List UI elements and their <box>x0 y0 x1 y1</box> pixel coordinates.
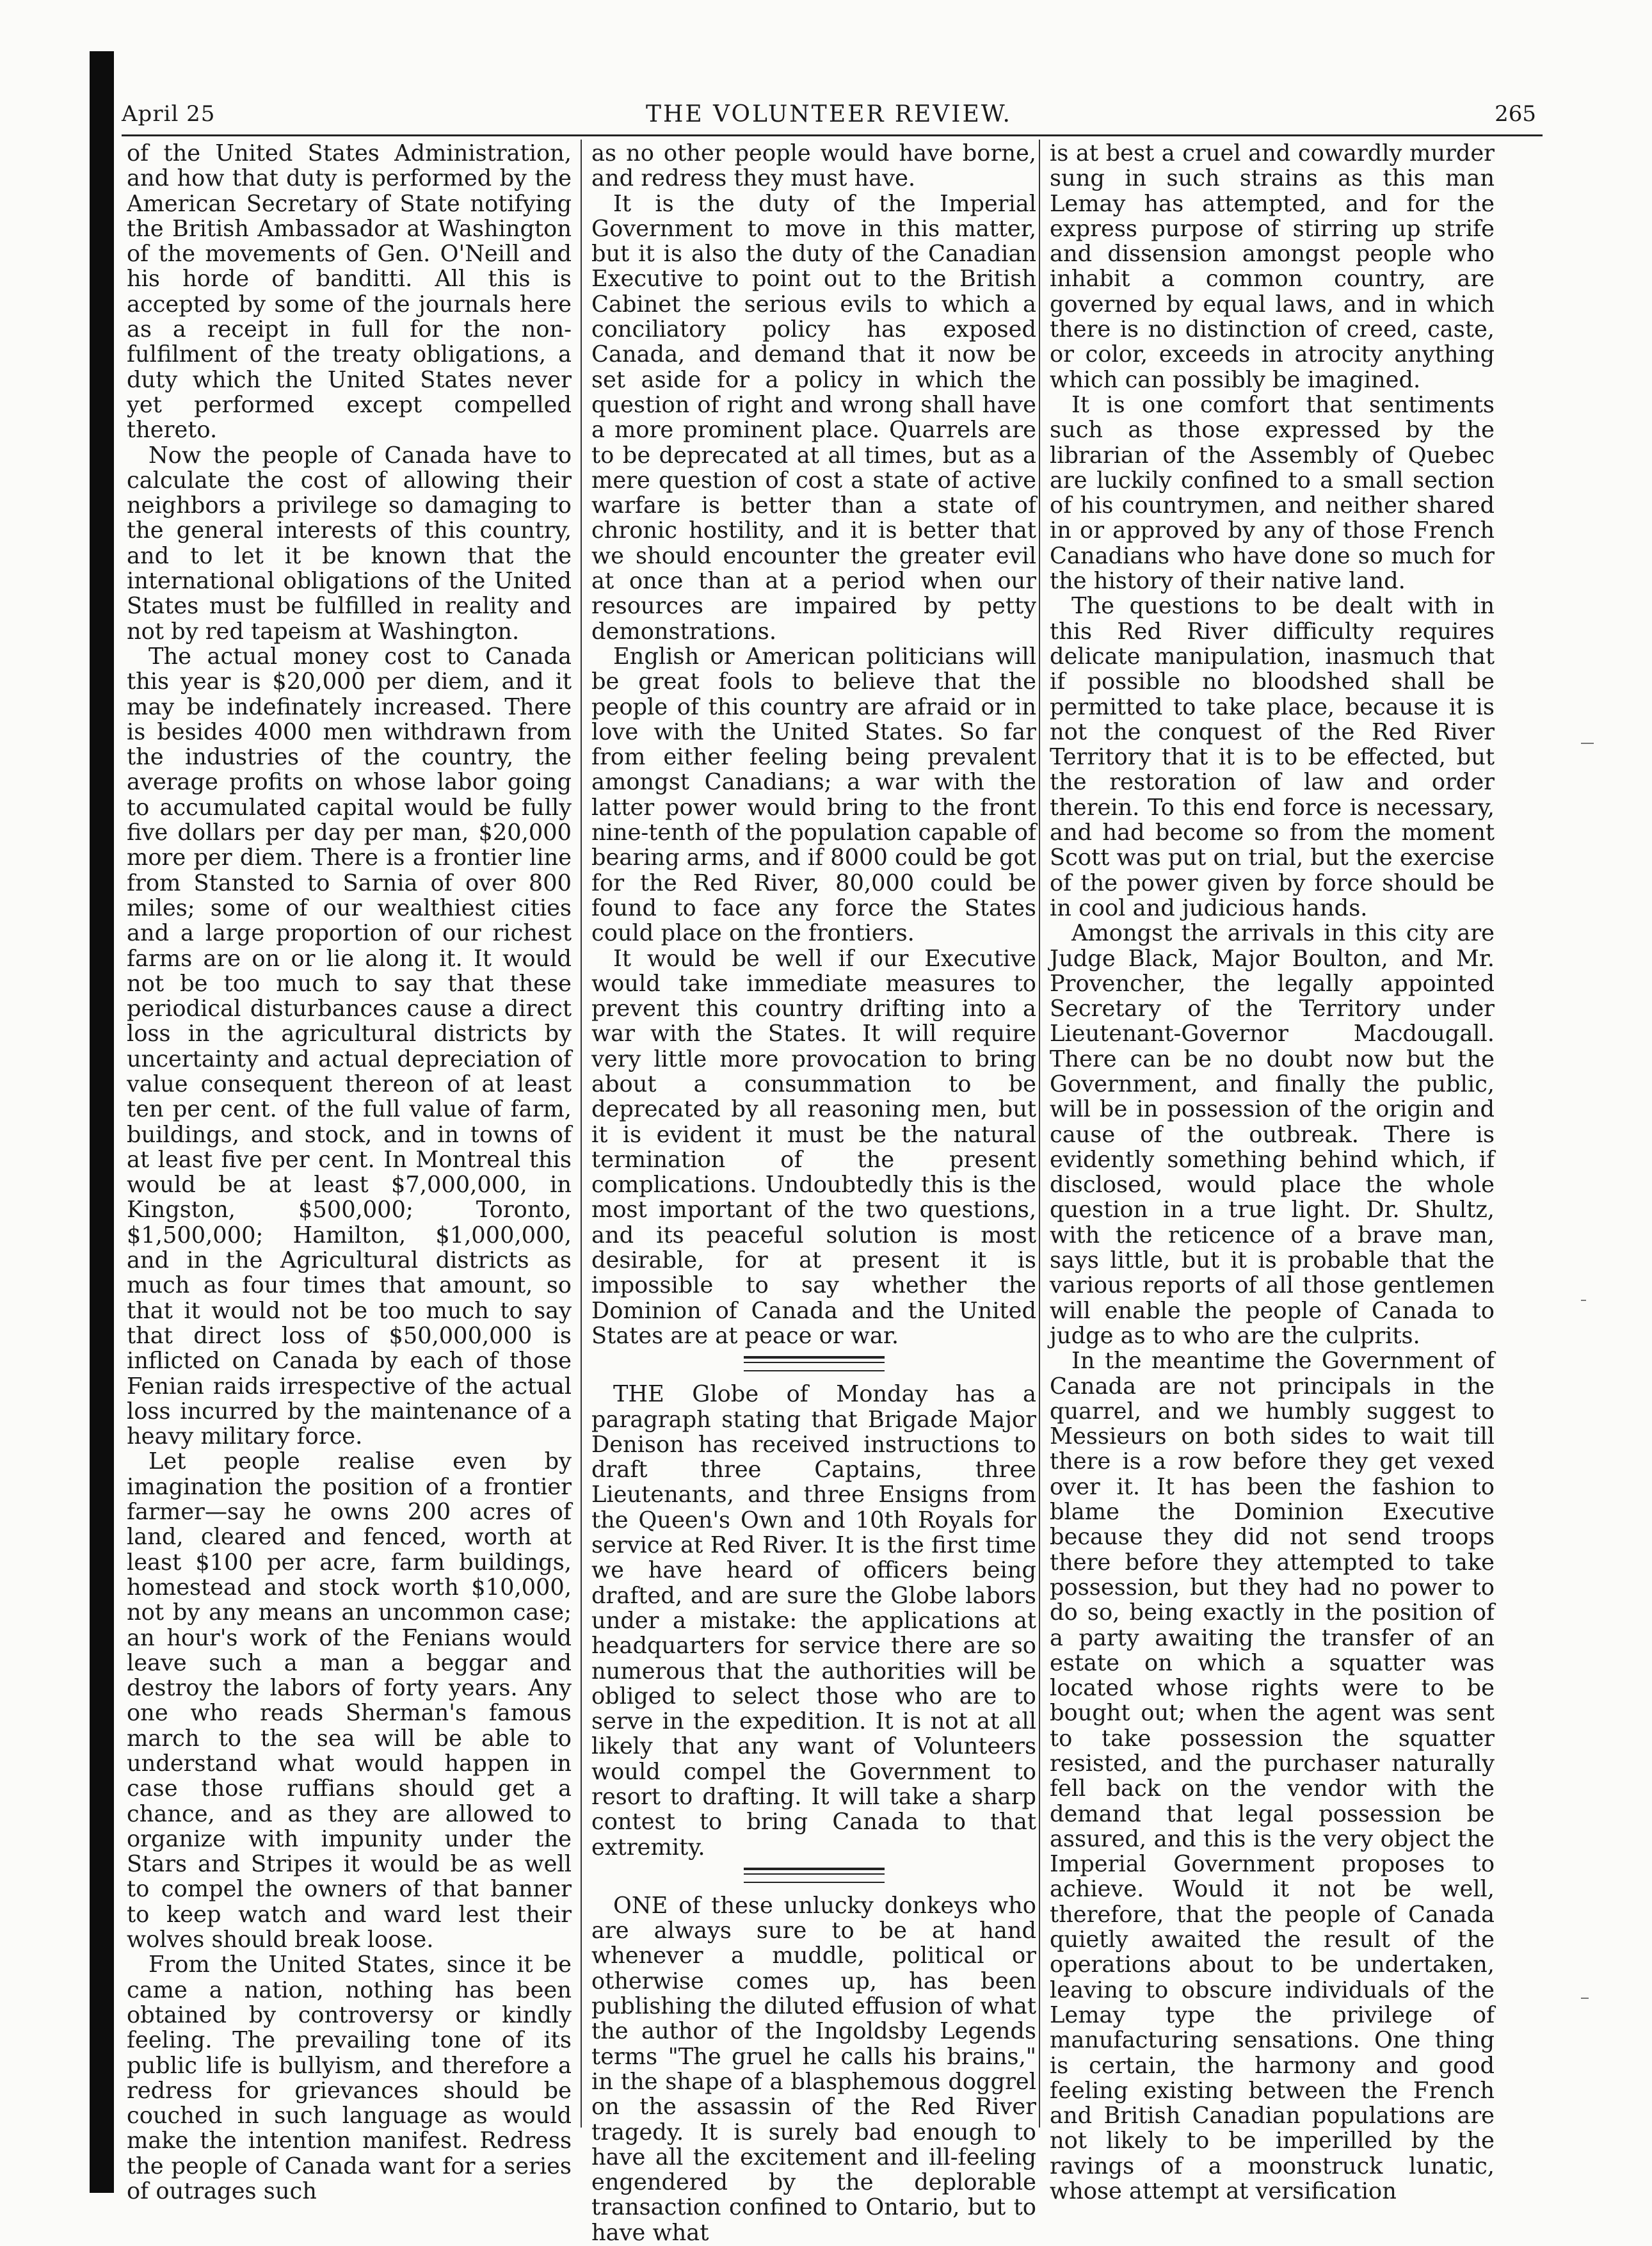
paragraph: The actual money cost to Canada this year is $20,000 per diem, and it may be indefinately increased. There is besides 4000 men withdrawn from the industries of the country, the average profits on whose labor going to accumulated capital would be fully five dollars per day per man, $20,000 more per diem. There is a frontier line from Stansted to Sarnia of over 800 miles; some of our wealthiest cities and a large proportion of our richest farms are on or lie along it. It would not be too much to say that these periodical disturbances cause a direct loss in the agricultural districts by uncertainty and actual depreciation of value consequent thereon of at least ten per cent. of the full value of farm, buildings, and stock, and in towns of at least five per cent. In Montreal this would be at least $7,000,000, in Kingston, $500,000; Toronto, $1,500,000; Hamilton, $1,000,000, and in the Agricultural districts as much as four times that amount, so that it would not be too much to say that direct loss of $50,000,000 is inflicted on Canada by each of those Fenian raids irrespective of the actual loss incurred by the maintenance of a heavy military force. <box>127 643 572 1450</box>
paragraph: The questions to be dealt with in this Red River difficulty requires delicate manipulation, inasmuch that if possible no bloodshed shall be permitted to take place, because it is not the conquest of the Red River Territory that it is to be effected, but the restoration of law and order therein. To this end force is necessary, and had become so from the moment Scott was put on trial, but the exercise of the power given by force should be in cool and judicious hands. <box>1050 593 1495 921</box>
column-divider <box>581 140 582 2128</box>
paragraph: Let people realise even by imagination the position of a frontier farmer—say he owns 200 acres of land, cleared and fenced, worth at least $100 per acre, farm buildings, homestead and stock worth $10,000, not by any means an uncommon case; an hour's work of the Fenians would leave such a man a beggar and destroy the labors of forty years. Any one who reads Sherman's famous march to the sea will be able to understand what would happen in case those ruffians should get a chance, and as they are allowed to organize with impunity under the Stars and Stripes it would be as well to compel the owners of that banner to keep watch and ward lest their wolves should break loose. <box>127 1448 572 1953</box>
scan-speck <box>1581 743 1594 744</box>
paragraph: ONE of these unlucky donkeys who are always sure to be at hand whenever a muddle, political or otherwise comes up, has been publishing the diluted effusion of what the author of the Ingoldsby Legends terms "The gruel he calls his brains," in the shape of a blasphemous doggrel on the assassin of the Red River tragedy. It is surely bad enough to have all the excitement and ill-feeling engendered by the deplorable transaction confined to Ontario, but to have what <box>591 1892 1036 2246</box>
publication-title: THE VOLUNTEER REVIEW. <box>646 101 1012 127</box>
column-1 <box>127 140 572 2205</box>
paragraph: It would be well if our Executive would take immediate measures to prevent this country drifting into a war with the States. It will require very little more provocation to bring about a consummation to be deprecated by all reasoning men, but it is evident it must be the natural termination of the present complications. Undoubtedly this is the most important of the two questions, and its peaceful solution is most desirable, for at present it is impossible to say whether the Dominion of Canada and the United States are at peace or war. <box>591 945 1036 1349</box>
paragraph: From the United States, since it be came a nation, nothing has been obtained by controversy or kindly feeling. The prevailing tone of its public life is bullyism, and therefore a redress for grievances should be couched in such language as would make the intention manifest. Redress the people of Canada want for a series of outrages such <box>127 1951 572 2205</box>
paragraph: is at best a cruel and cowardly murder sung in such strains as this man Lemay has attempted, and for the express purpose of stirring up strife and dissension amongst people who inhabit a common country, are governed by equal laws, and in which there is no distinction of creed, caste, or color, exceeds in atrocity anything which can possibly be imagined. <box>1050 140 1495 393</box>
page-header <box>122 101 1536 140</box>
article-separator <box>744 1356 885 1371</box>
paragraph: Now the people of Canada have to calculate the cost of allowing their neighbors a privilege so damaging to the general interests of this country, and to let it be known that the international obligations of the United States must be fulfilled in reality and not by red tapeism at Washington. <box>127 442 572 645</box>
paragraph: THE Globe of Monday has a paragraph stating that Brigade Major Denison has received instructions to draft three Captains, three Lieutenants, and three Ensigns from the Queen's Own and 10th Royals for service at Red River. It is the first time we have heard of officers being drafted, and are sure the Globe labors under a mistake: the applications at headquarters for service there are so numerous that the authorities will be obliged to select those who are to serve in the expedition. It is not at all likely that any want of Volunteers would compel the Government to resort to drafting. It will take a sharp contest to bring Canada to that extremity. <box>591 1381 1036 1861</box>
binding-edge <box>90 51 114 2193</box>
article-separator <box>744 1868 885 1883</box>
paragraph: English or American politicians will be great fools to believe that the people of this country are afraid or in love with the United States. So far from either feeling being prevalent amongst Canadians; a war with the latter power would bring to the front nine-tenth of the population capable of bearing arms, and if 8000 could be got for the Red River, 80,000 could be found to face any force the States could place on the frontiers. <box>591 643 1036 947</box>
paragraph: of the United States Administration, and how that duty is performed by the American Secretary of State notifying the British Ambassador at Washington of the movements of Gen. O'Neill and his horde of banditti. All this is accepted by some of the journals here as a receipt in full for the non-fulfilment of the treaty obligations, a duty which the United States never yet performed except compelled thereto. <box>127 140 572 444</box>
header-rule <box>122 134 1543 136</box>
paragraph: as no other people would have borne, and redress they must have. <box>591 140 1036 192</box>
paragraph: In the meantime the Government of Canada are not principals in the quarrel, and we humbly suggest to Messieurs on both sides to wait till there is a row before they get vexed over it. It has been the fashion to blame the Dominion Executive because they did not send troops there before they attempted to take possession, but they had no power to do so, being exactly in the position of a party awaiting the transfer of an estate on which a squatter was located whose rights were to be bought out; when the agent was sent to take possession the squatter resisted, and the purchaser naturally fell back on the vendor with the demand that legal possession be assured, and this is the very object the Imperial Government proposes to achieve. Would it not be well, therefore, that the people of Canada quietly awaited the result of the operations about to be undertaken, leaving to obscure individuals of the Lemay type the privilege of manufacturing sensations. One thing is certain, the harmony and good feeling existing between the French and British Canadian populations are not likely to be imperilled by the ravings of a moonstruck lunatic, whose attempt at versification <box>1050 1348 1495 2205</box>
paragraph: It is one comfort that sentiments such as those expressed by the librarian of the Assembly of Quebec are luckily confined to a small section of his countrymen, and neither shared in or approved by any of those French Canadians who have done so much for the history of their native land. <box>1050 391 1495 595</box>
column-3 <box>1050 140 1495 2205</box>
paragraph: Amongst the arrivals in this city are Judge Black, Major Boulton, and Mr. Provencher, the legally appointed Secretary of the Territory under Lieutenant-Governor Macdougall. There can be no doubt now but the Government, and finally the public, will be in possession of the origin and cause of the outbreak. There is evidently something behind which, if disclosed, would place the whole question in a true light. Dr. Shultz, with the reticence of a brave man, says little, but it is probable that the various reports of all those gentlemen will enable the people of Canada to judge as to who are the culprits. <box>1050 920 1495 1349</box>
issue-date: April 25 <box>122 101 216 127</box>
paragraph: It is the duty of the Imperial Government to move in this matter, but it is also the duty of the Canadian Executive to point out to the British Cabinet the serious evils to which a conciliatory policy has exposed Canada, and demand that it now be set aside for a policy in which the question of right and wrong shall have a more prominent place. Quarrels are to be deprecated at all times, but as a mere question of cost a state of active warfare is better than a state of chronic hostility, and it is better that we should encounter the greater evil at once than at a period when our resources are impaired by petty demonstrations. <box>591 190 1036 645</box>
scan-speck <box>1581 1998 1589 1999</box>
scan-speck <box>1581 1300 1586 1301</box>
page-number: 265 <box>1495 101 1536 127</box>
column-2 <box>591 140 1036 2246</box>
column-divider <box>1039 140 1040 2128</box>
